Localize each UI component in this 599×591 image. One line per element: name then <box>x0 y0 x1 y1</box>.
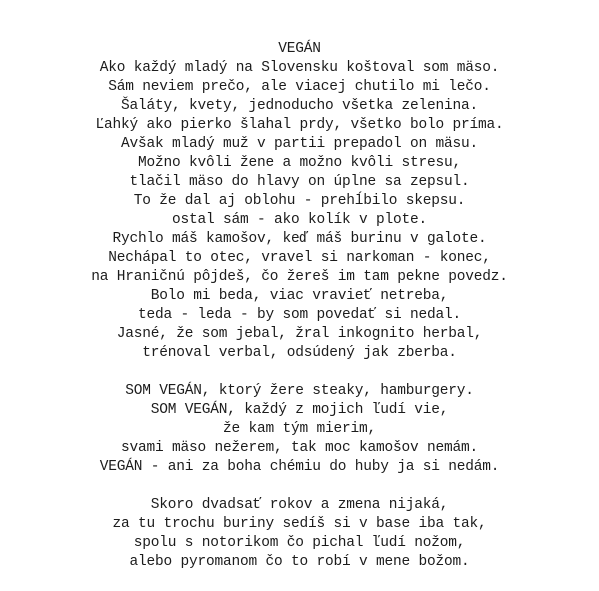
lyric-line: Bolo mi beda, viac vravieť netreba, <box>150 288 449 304</box>
lyric-line: za tu trochu buriny sedíš si v base iba tak, <box>112 516 487 532</box>
lyric-line: ostal sám - ako kolík v plote. <box>171 212 428 228</box>
lyric-line: Sám neviem prečo, ale viacej chutilo mi lečo. <box>108 79 491 95</box>
verse-stanza <box>0 59 599 363</box>
lyric-line: Ľahký ako pierko šlahal prdy, všetko bolo príma. <box>95 117 504 133</box>
lyric-line: Ako každý mladý na Slovensku koštoval som mäso. <box>99 60 500 76</box>
lyric-line: teda - leda - by som povedať si nedal. <box>137 307 462 323</box>
lyric-line: Šaláty, kvety, jednoducho všetka zelenina. <box>120 98 479 114</box>
lyric-line: To že dal aj oblohu - prehĺbilo skepsu. <box>133 193 466 209</box>
lyric-line: tlačil mäso do hlavy on úplne sa zepsul. <box>129 174 470 190</box>
lyric-line: na Hraničnú pôjdeš, čo žereš im tam pekne povedz. <box>91 269 508 285</box>
lyric-line: Rychlo máš kamošov, keď máš burinu v galote. <box>112 231 487 247</box>
lyric-line: že kam tým mierim, <box>222 421 377 437</box>
lyric-line: VEGÁN - ani za boha chémiu do huby ja si nedám. <box>99 459 500 475</box>
lyric-line: Jasné, že som jebal, žral inkognito herbal, <box>116 326 483 342</box>
lyric-line: Avšak mladý muž v partii prepadol on mäsu. <box>120 136 479 152</box>
verse-stanza <box>0 496 599 572</box>
lyric-line: SOM VEGÁN, ktorý žere steaky, hamburgery. <box>125 383 474 399</box>
lyric-line: Možno kvôli žene a možno kvôli stresu, <box>137 155 462 171</box>
lyric-line: SOM VEGÁN, každý z mojich ľudí vie, <box>150 402 449 418</box>
lyric-line: Skoro dvadsať rokov a zmena nijaká, <box>150 497 449 513</box>
lyric-line: trénoval verbal, odsúdený jak zberba. <box>142 345 457 361</box>
lyrics-title: VEGÁN <box>278 41 321 57</box>
lyric-line: alebo pyromanom čo to robí v mene božom. <box>129 554 470 570</box>
lyrics-text <box>0 40 599 591</box>
chorus-stanza <box>0 382 599 477</box>
lyric-line: spolu s notorikom čo pichal ľudí nožom, <box>133 535 466 551</box>
lyric-line: Nechápal to otec, vravel si narkoman - konec, <box>108 250 491 266</box>
lyric-line: svami mäso nežerem, tak moc kamošov nemám. <box>120 440 479 456</box>
